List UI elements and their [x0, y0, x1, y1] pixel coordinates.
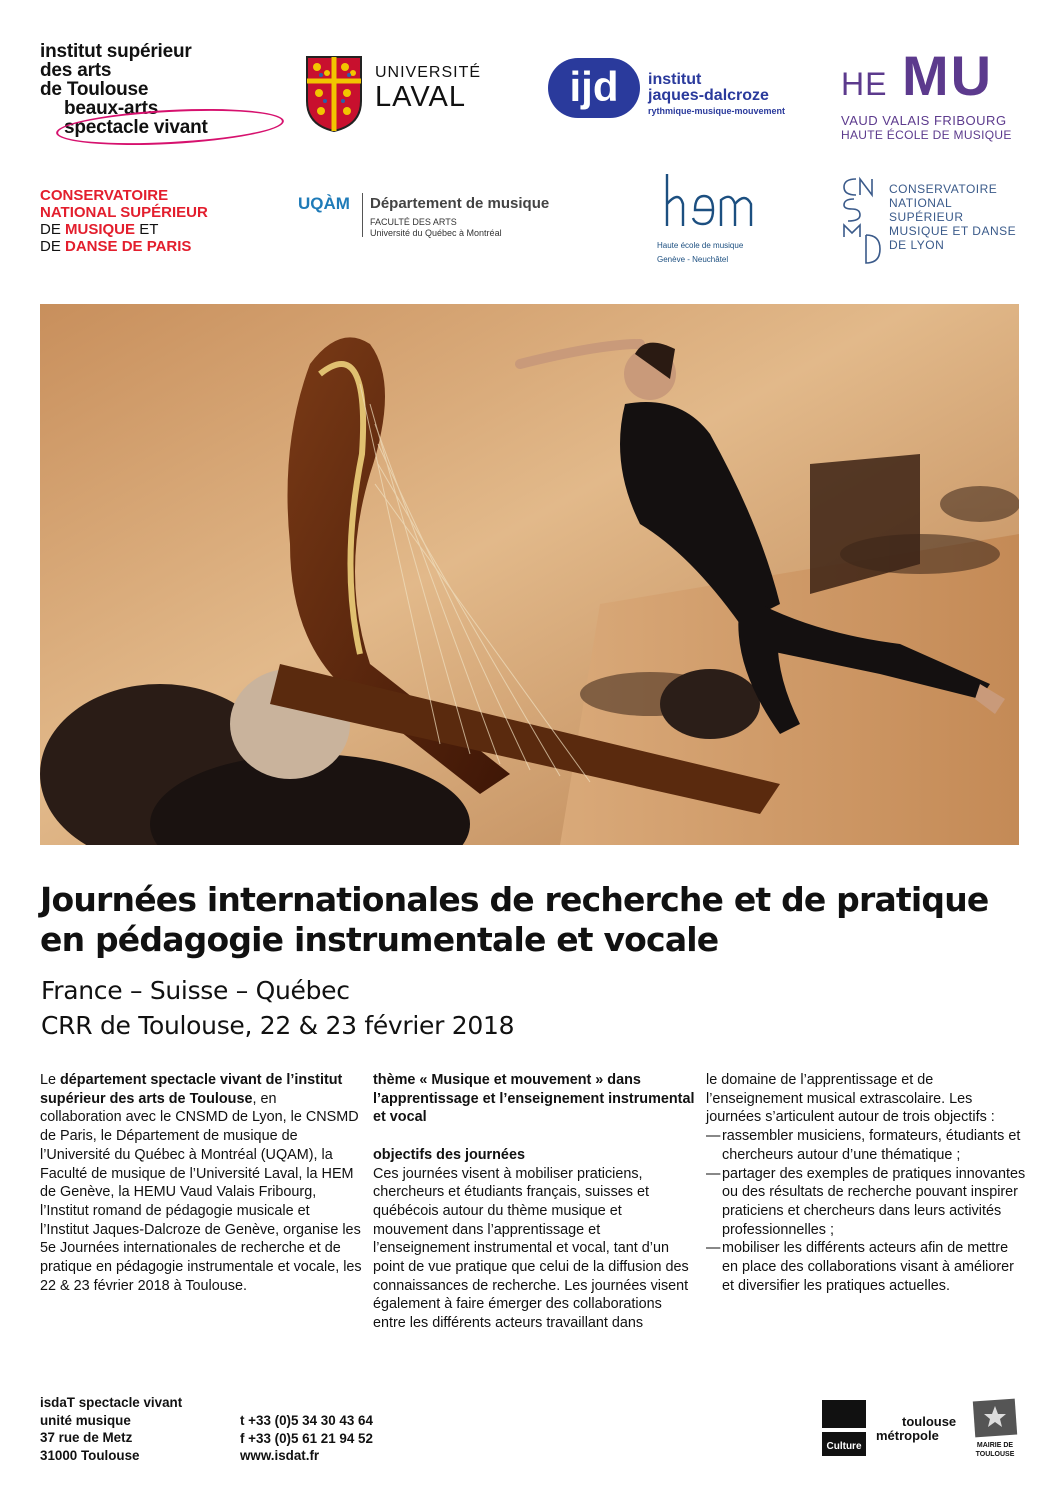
objective-text: partager des exemples de pratiques innovantes ou des résultats de recherche pouvant inspirer praticiens et chercheurs dans leurs activités professionnelles ; — [722, 1165, 1026, 1238]
dash-marker: — — [706, 1128, 721, 1145]
footer-address — [40, 1394, 182, 1464]
uqam-divider — [362, 193, 363, 237]
subtitle-date-place: CRR de Toulouse, 22 & 23 février 2018 — [41, 1011, 515, 1040]
website-link[interactable]: www.isdat.fr — [240, 1448, 320, 1463]
address-line: 31000 Toulouse — [40, 1447, 140, 1463]
dash-marker: — — [706, 1240, 721, 1257]
intro-pre: Le — [40, 1072, 61, 1088]
cnsmdp-row — [40, 204, 240, 221]
address-line: 37 rue de Metz — [40, 1430, 133, 1445]
cnsmdl-line: DE LYON — [889, 238, 945, 252]
footer-partner-logos — [820, 1398, 1020, 1458]
address-line: isdaT spectacle vivant — [40, 1395, 183, 1410]
isdat-logo-line: beaux-arts — [64, 98, 159, 119]
mairie-text1: MAIRIE DE — [976, 1442, 1014, 1449]
uqam-line1: Département de musique — [370, 195, 550, 212]
cnsmdp-word: NATIONAL — [40, 204, 121, 221]
hem-line1: Haute école de musique — [657, 241, 744, 250]
cnsmdp-word: ET — [139, 221, 159, 238]
phone-number: t +33 (0)5 34 30 43 64 — [240, 1413, 373, 1428]
laval-logo-line2: LAVAL — [375, 81, 466, 113]
metropole-text1: toulouse — [902, 1414, 957, 1429]
metropole-text2: métropole — [876, 1428, 939, 1443]
address-line: unité musique — [40, 1412, 131, 1428]
ijd-logo-line1: institut — [648, 71, 702, 88]
uqam-line3: Université du Québec à Montréal — [370, 228, 502, 238]
laval-crest-icon — [305, 55, 363, 133]
uqam-mark: UQÀM — [298, 194, 350, 213]
ijd-logo-line3: rythmique-musique-mouvement — [648, 106, 786, 116]
cnsmd-lyon-letters-icon — [842, 175, 888, 265]
column-objectives — [706, 1071, 1028, 1295]
hem-logo — [655, 170, 775, 270]
hemu-line2: HAUTE ÉCOLE DE MUSIQUE — [841, 128, 1012, 142]
ijd-badge: ijd — [548, 58, 640, 118]
cnsmdp-row — [40, 187, 240, 204]
cnsmdl-line: SUPÉRIEUR — [889, 210, 964, 224]
column-theme — [373, 1071, 695, 1333]
fax-number: f +33 (0)5 61 21 94 52 — [240, 1430, 373, 1446]
uqam-logo — [298, 193, 598, 253]
cnsmdp-row — [40, 238, 240, 255]
objective-text: mobiliser les différents acteurs afin de mettre en place des collaborations visant à améliorer et diversifier les pratiques actuelles. — [722, 1240, 1014, 1294]
objective-item — [706, 1127, 1028, 1164]
footer-contact — [240, 1412, 373, 1465]
theme-heading: thème « Musique et mouvement » dans l’apprentissage et l’enseignement instrumental et vocal — [373, 1072, 695, 1126]
hemu-mu: MU — [902, 44, 994, 107]
column-intro — [40, 1071, 362, 1295]
isdat-logo-line: spectacle vivant — [64, 117, 208, 138]
dash-marker: — — [706, 1165, 721, 1182]
objectives-text: Ces journées visent à mobiliser praticiens, chercheurs et étudiants français, suisses et québécois autour du thème musique et mouvement dans l’apprentissage et l’enseignement instrumental et vocal, tant d’un point de vue pratique que celui de la diffusion des connaissances de recherche. Les journées visent également à faire émerger des collaborations entre les différents acteurs travaillant dans — [373, 1165, 689, 1332]
isdat-logo-line: des arts — [40, 60, 112, 81]
laval-logo-line1: UNIVERSITÉ — [375, 64, 482, 81]
uqam-line2: FACULTÉ DES ARTS — [370, 217, 457, 227]
photo-illustration — [40, 304, 1019, 845]
ijd-logo-line2: jaques-dalcroze — [648, 87, 769, 104]
hem-line2: Genève - Neuchâtel — [657, 255, 729, 264]
footer-logos-icon — [820, 1398, 1020, 1458]
hemu-line1: VAUD VALAIS FRIBOURG — [841, 113, 1007, 128]
intro-paragraph — [40, 1071, 362, 1295]
cnsmdp-word: CONSERVATOIRE — [40, 187, 169, 204]
intro-post: , en collaboration avec le CNSMD de Lyon, le CNSMD de Paris, le Département de musique de l’Université du Québec à Montréal (UQAM), la Faculté de musique de l’Université Laval, la HEM de Genève, la HEMU Vaud Valais Fribourg, l’Institut romand de pédagogie musicale et l’Institut Jaques-Dalcroze de Genève, organise les 5e Journées internationales de recherche et de pratique en pédagogie instrumentale et vocale, les 22 & 23 février 2018 à Toulouse. — [40, 1090, 362, 1294]
cnsmdl-line: CONSERVATOIRE — [889, 182, 998, 196]
culture-text: Culture — [826, 1441, 862, 1452]
mairie-text2: TOULOUSE — [975, 1451, 1015, 1458]
isdat-logo-line: de Toulouse — [40, 79, 149, 100]
cnsmdl-line: NATIONAL — [889, 196, 953, 210]
cnsmdp-word: DE PARIS — [121, 238, 192, 255]
cnsmdl-line: MUSIQUE ET DANSE — [889, 224, 1017, 238]
cnsmd-paris-logo — [40, 187, 240, 255]
cnsmdp-word: DE — [40, 221, 66, 238]
cnsmd-lyon-text — [889, 182, 1016, 252]
hem-mark-icon — [655, 170, 765, 234]
page-title: Journées internationales de recherche et de pratique en pédagogie instrumentale et vocale — [40, 880, 989, 959]
cnsmdp-word: DANSE — [65, 238, 122, 255]
cnsmdp-word: DE — [40, 238, 66, 255]
cnsmd-lyon-logo — [842, 175, 1032, 265]
objectives-intro: le domaine de l’apprentissage et de l’enseignement musical extrascolaire. Les journées s’articulent autour de trois objectifs : — [706, 1072, 995, 1126]
harp-dance-photo — [40, 304, 1019, 845]
isdat-logo-line: institut supérieur — [40, 41, 192, 62]
cnsmdp-word: MUSIQUE — [65, 221, 140, 238]
objective-item — [706, 1165, 1028, 1240]
intro-bold: département spectacle vivant de l’institut supérieur des arts de Toulouse — [40, 1072, 343, 1107]
objective-text: rassembler musiciens, formateurs, étudiants et chercheurs autour d’une thématique ; — [722, 1128, 1021, 1163]
objective-item — [706, 1239, 1028, 1295]
objectives-heading: objectifs des journées — [373, 1146, 525, 1163]
subtitle-countries: France – Suisse – Québec — [41, 976, 350, 1005]
isdat-logo — [40, 42, 270, 137]
hemu-logo — [838, 44, 1028, 143]
cnsmdp-row — [40, 221, 240, 238]
cnsmdp-word: SUPÉRIEUR — [120, 204, 208, 221]
laval-logo — [305, 55, 505, 130]
hemu-he: HE — [841, 66, 888, 102]
ijd-logo — [548, 58, 788, 118]
